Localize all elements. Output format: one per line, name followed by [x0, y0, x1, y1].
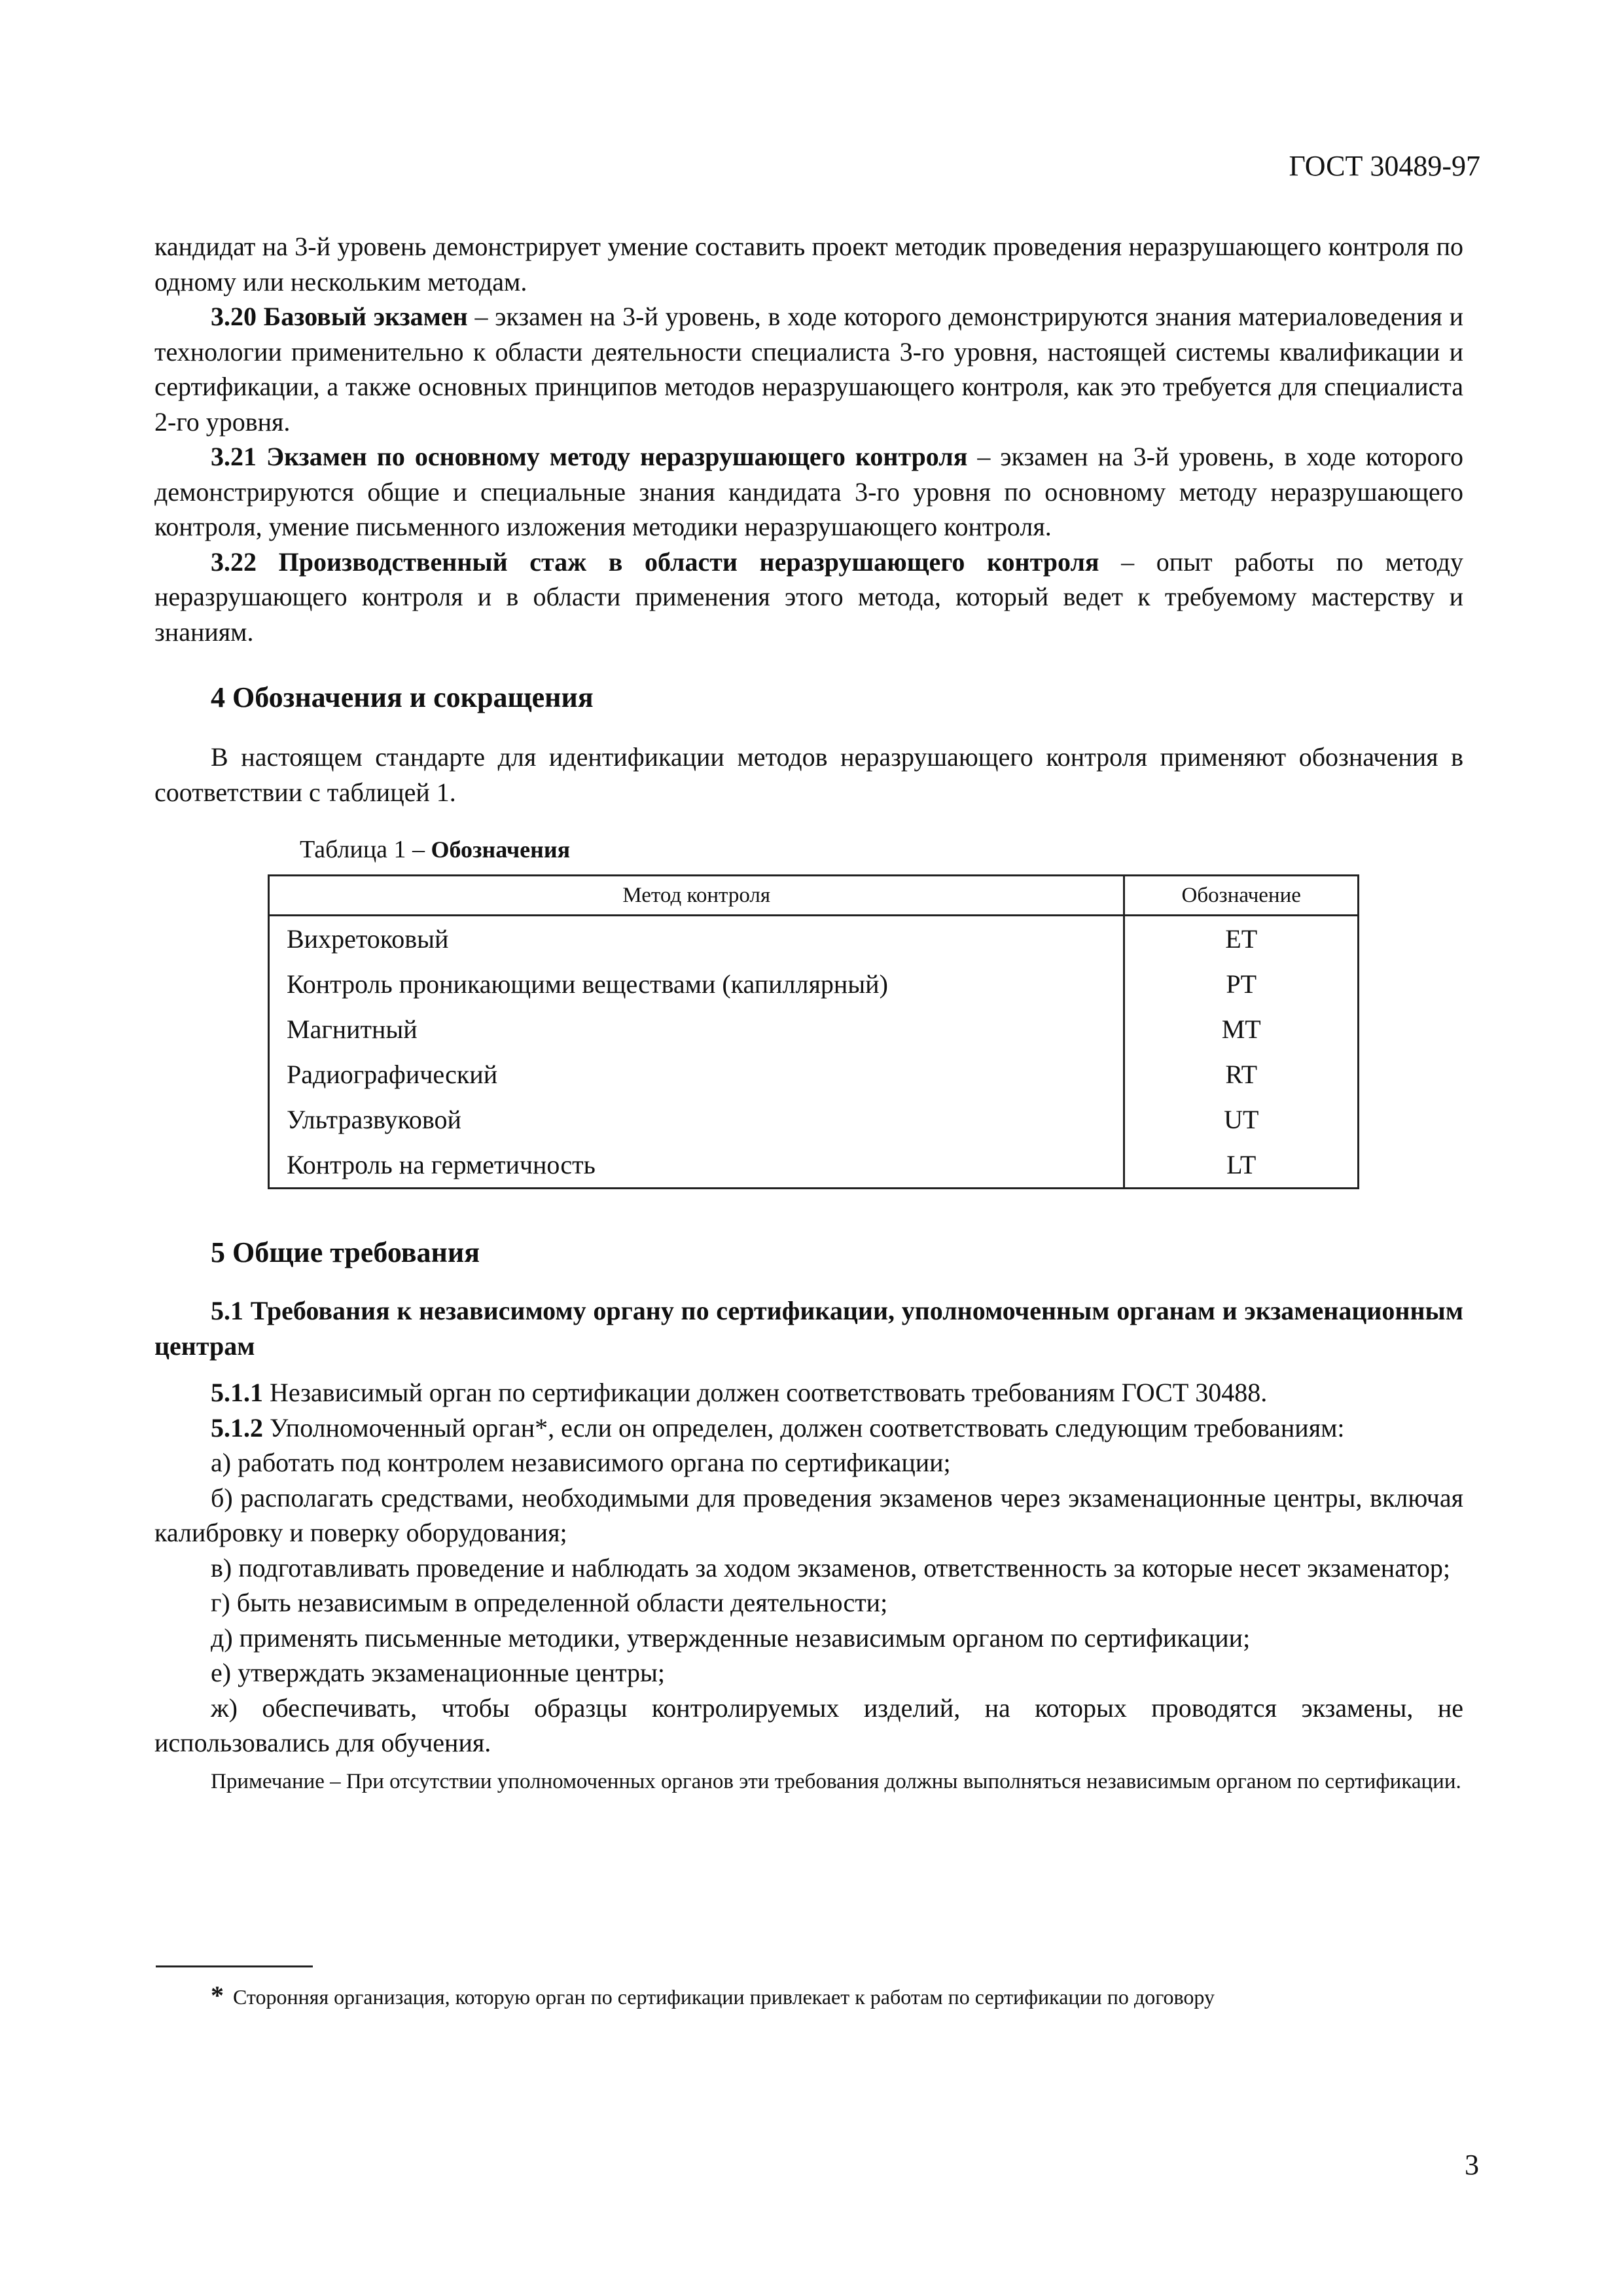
designations-table — [268, 874, 1359, 1189]
method-cell: Вихретоковый — [269, 916, 1124, 962]
paragraph-3-20 — [154, 299, 1463, 439]
section-4-title: 4 Обозначения и сокращения — [211, 681, 594, 713]
list-item: а) работать под контролем независимого органа по сертификации; — [211, 1448, 951, 1477]
section-5-title: 5 Общие требования — [211, 1236, 480, 1268]
document-id: ГОСТ 30489-97 — [1289, 150, 1480, 182]
table-row — [269, 1007, 1359, 1052]
number-5-1-2: 5.1.2 — [211, 1412, 263, 1443]
method-cell: Ультразвуковой — [269, 1097, 1124, 1142]
table-row — [269, 1097, 1359, 1142]
section-4-text: В настоящем стандарте для идентификации методов неразрушающего контроля применяют обозначения в соответствии с таблицей 1. — [154, 742, 1463, 807]
table-caption-prefix: Таблица 1 – — [300, 836, 431, 863]
method-cell: Контроль проникающими веществами (капиллярный) — [269, 961, 1124, 1007]
table-row — [269, 1052, 1359, 1097]
footnote-text: Сторонняя организация, которую орган по сертификации привлекает к работам по сертификации по договору — [233, 1985, 1215, 2009]
paragraph-5-1-2 — [154, 1410, 1463, 1446]
footnote-separator — [156, 1965, 313, 1967]
definition-3-20: – экзамен на 3-й уровень, в ходе которого демонстрируются знания материаловедения и технологии применительно к области деятельности специалиста 3-го уровня, настоящей системы квалификации и сертификации, а также основных принципов методов неразрушающего контроля, как это требуется для специалиста 2-го уровня. — [154, 302, 1463, 437]
code-cell: ET — [1124, 916, 1359, 962]
list-item: б) располагать средствами, необходимыми для проведения экзаменов через экзаменационные центры, включая калибровку и поверку оборудования; — [154, 1482, 1463, 1547]
footnote — [211, 1980, 1215, 2011]
method-cell: Магнитный — [269, 1007, 1124, 1052]
list-item: д) применять письменные методики, утвержденные независимым органом по сертификации; — [211, 1623, 1251, 1653]
definitions-block — [154, 229, 1463, 649]
list-item: е) утверждать экзаменационные центры; — [211, 1658, 666, 1687]
term-3-22: 3.22 Производственный стаж в области неразрушающего контроля — [211, 547, 1099, 577]
section-5-block — [154, 1293, 1463, 1796]
page-number: 3 — [1465, 2149, 1479, 2181]
code-cell: LT — [1124, 1142, 1359, 1189]
list-item: в) подготавливать проведение и наблюдать за ходом экзаменов, ответственность за которые несет экзаменатор; — [211, 1552, 1450, 1583]
column-header-code: Обозначение — [1124, 876, 1359, 916]
definition-3-21: – экзамен на 3-й уровень, в ходе которого демонстрируются общие и специальные знания кандидата 3-го уровня по основному методу неразрушающего контроля, умение письменного изложения методики неразрушающего контроля. — [154, 442, 1463, 541]
paragraph-5-1-1 — [154, 1375, 1463, 1410]
number-5-1-1: 5.1.1 — [211, 1378, 263, 1407]
method-cell: Контроль на герметичность — [269, 1142, 1124, 1189]
paragraph-3-21 — [154, 439, 1463, 545]
code-cell: MT — [1124, 1007, 1359, 1052]
table-header-row — [269, 876, 1359, 916]
paragraph-3-22 — [154, 545, 1463, 650]
section-4-text-block — [154, 740, 1463, 810]
table-caption-title: Обозначения — [431, 836, 571, 863]
text-5-1-2: Уполномоченный орган*, если он определен, должен соответствовать следующим требованиям: — [263, 1412, 1345, 1443]
note: Примечание – При отсутствии уполномоченных органов эти требования должны выполняться независимым органом по сертификации. — [211, 1769, 1461, 1793]
text-5-1-1: Независимый орган по сертификации должен соответствовать требованиям ГОСТ 30488. — [263, 1378, 1268, 1407]
list-item: г) быть независимым в определенной области деятельности; — [211, 1588, 888, 1617]
table-row — [269, 1142, 1359, 1189]
table-row — [269, 961, 1359, 1007]
paragraph-continuation: кандидат на 3-й уровень демонстрирует умение составить проект методик проведения неразрушающего контроля по одному или нескольким методам. — [154, 232, 1463, 296]
table-row — [269, 916, 1359, 962]
code-cell: RT — [1124, 1052, 1359, 1097]
subsection-5-1-title: 5.1 Требования к независимому органу по сертификации, уполномоченным органам и экзаменационным центрам — [154, 1296, 1463, 1361]
term-3-21: 3.21 Экзамен по основному методу неразрушающего контроля — [211, 442, 968, 471]
column-header-method: Метод контроля — [269, 876, 1124, 916]
code-cell: UT — [1124, 1097, 1359, 1142]
table-caption — [300, 835, 570, 864]
definition-3-22: – опыт работы по методу неразрушающего контроля и в области применения этого метода, который ведет к требуемому мастерству и знаниям. — [154, 547, 1463, 647]
footnote-marker: * — [211, 1981, 224, 2010]
list-item: ж) обеспечивать, чтобы образцы контролируемых изделий, на которых проводятся экзамены, не использовались для обучения. — [154, 1693, 1463, 1757]
method-cell: Радиографический — [269, 1052, 1124, 1097]
code-cell: PT — [1124, 961, 1359, 1007]
term-3-20: 3.20 Базовый экзамен — [211, 302, 468, 331]
